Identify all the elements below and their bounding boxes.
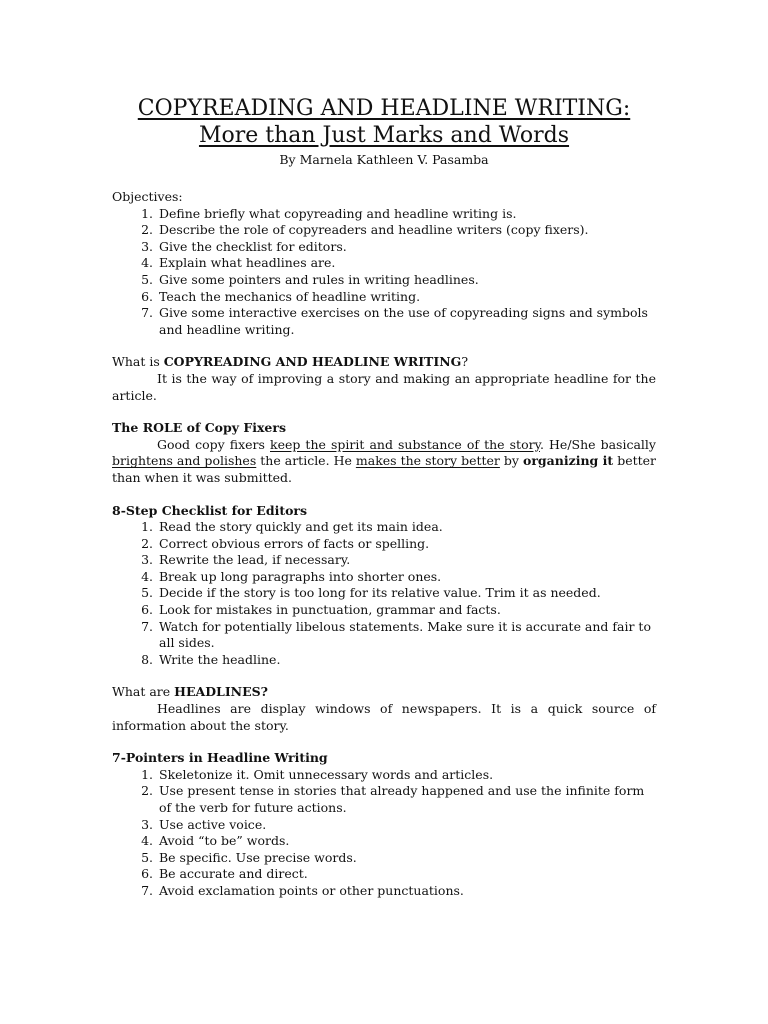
what-is-question — [112, 354, 656, 371]
headlines-prefix: What are — [112, 684, 175, 700]
what-is-term: COPYREADING AND HEADLINE WRITING — [163, 354, 462, 370]
role-text: . He/She basically — [539, 436, 656, 452]
role-paragraph — [112, 437, 656, 487]
role-text: the article. He — [256, 453, 356, 469]
list-item: 4. Explain what headlines are. — [157, 255, 656, 272]
role-bold: organizing it — [523, 453, 614, 469]
pointers-list — [112, 767, 656, 900]
headlines-definition: Headlines are display windows of newspapers. It is a quick source of information about the story. — [112, 701, 656, 733]
list-item: 3. Use active voice. — [157, 817, 656, 834]
list-item: 1. Skeletonize it. Omit unnecessary words and articles. — [157, 767, 656, 784]
role-text: by — [499, 453, 523, 469]
list-item: 2. Use present tense in stories that already happened and use the infinite form of the verb for future actions. — [157, 783, 656, 816]
list-item: 6. Teach the mechanics of headline writing. — [157, 289, 656, 306]
checklist-list — [112, 519, 656, 668]
title-line-2: More than Just Marks and Words — [198, 123, 570, 148]
headlines-question — [112, 684, 656, 701]
what-is-suffix: ? — [461, 354, 469, 370]
role-text: better than when it was submitted. — [112, 453, 657, 485]
list-item: 5. Give some pointers and rules in writing headlines. — [157, 272, 656, 289]
byline: By Marnela Kathleen V. Pasamba — [279, 152, 489, 167]
role-underlined: makes the story better — [355, 453, 500, 469]
list-item: 5. Be specific. Use precise words. — [157, 850, 656, 867]
list-item: 6. Be accurate and direct. — [157, 866, 656, 883]
what-is-definition: It is the way of improving a story and making an appropriate headline for the article. — [112, 370, 656, 403]
list-item: 2. Describe the role of copyreaders and headline writers (copy fixers). — [157, 222, 656, 239]
list-item: 3. Rewrite the lead, if necessary. — [157, 552, 656, 569]
list-item: 6. Look for mistakes in punctuation, grammar and facts. — [157, 602, 656, 619]
role-underlined: brightens and polishes — [112, 453, 257, 469]
checklist-heading: 8-Step Checklist for Editors — [112, 502, 308, 518]
what-is-prefix: What is — [112, 354, 164, 370]
title-line-1: COPYREADING AND HEADLINE WRITING: — [137, 96, 631, 121]
list-item: 1. Read the story quickly and get its main idea. — [157, 519, 656, 536]
list-item: 4. Break up long paragraphs into shorter ones. — [157, 569, 656, 586]
list-item: 3. Give the checklist for editors. — [157, 239, 656, 256]
objectives-label: Objectives: — [112, 189, 183, 204]
role-underlined: keep the spirit and substance of the story — [270, 436, 540, 452]
list-item: 8. Write the headline. — [157, 652, 656, 669]
list-item: 7. Watch for potentially libelous statements. Make sure it is accurate and fair to all sides. — [157, 619, 656, 652]
objectives-list — [112, 206, 656, 339]
document-title — [112, 95, 656, 149]
list-item: 7. Give some interactive exercises on the use of copyreading signs and symbols and headline writing. — [157, 305, 656, 338]
list-item: 5. Decide if the story is too long for its relative value. Trim it as needed. — [157, 585, 656, 602]
role-heading: The ROLE of Copy Fixers — [112, 420, 286, 436]
pointers-heading: 7-Pointers in Headline Writing — [112, 750, 328, 766]
list-item: 4. Avoid “to be” words. — [157, 833, 656, 850]
list-item: 1. Define briefly what copyreading and headline writing is. — [157, 206, 656, 223]
list-item: 2. Correct obvious errors of facts or spelling. — [157, 536, 656, 553]
headlines-term: HEADLINES? — [174, 684, 268, 700]
list-item: 7. Avoid exclamation points or other punctuations. — [157, 883, 656, 900]
role-text: Good copy fixers — [157, 436, 270, 452]
document-body — [112, 167, 656, 900]
